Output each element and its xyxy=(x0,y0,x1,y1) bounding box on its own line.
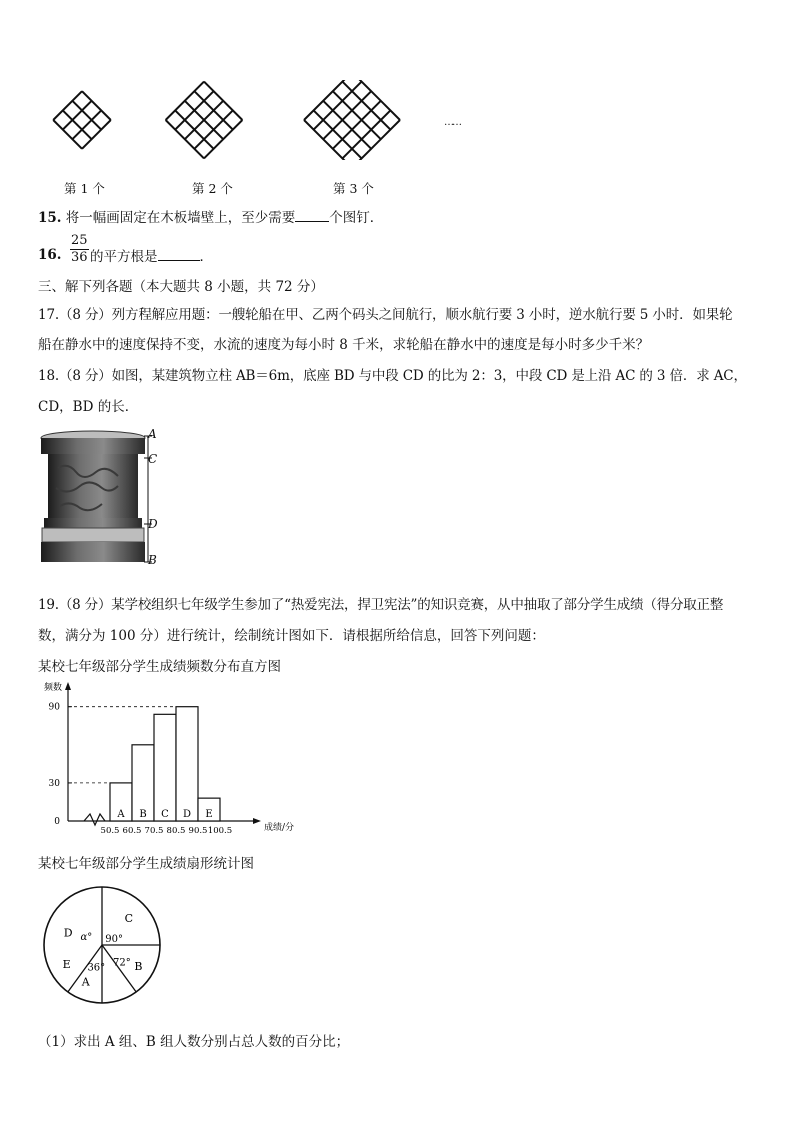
question-18-line-1: 18.（8 分）如图，某建筑物立柱 AB＝6m，底座 BD 与中段 CD 的比为 2：3，中段 CD 是上沿 AC 的 3 倍．求 AC， xyxy=(38,368,747,384)
fraction-numerator: 25 xyxy=(71,233,88,248)
point-label-d: D xyxy=(148,517,158,531)
pie-slice-label-B: B xyxy=(134,960,143,973)
pattern-label-2: 第 2 个 xyxy=(192,181,233,196)
pattern-ellipsis: …… xyxy=(444,117,460,128)
y-tick-label-0: 0 xyxy=(54,817,60,827)
question-15-number: 15. xyxy=(38,210,62,226)
x-tick-label: 70.5 xyxy=(144,826,164,836)
bar-label-A: A xyxy=(117,809,125,820)
bar-label-D: D xyxy=(182,809,192,820)
bar-C xyxy=(154,714,176,821)
pattern-label-3: 第 3 个 xyxy=(333,181,374,196)
question-15-text: 将一幅画固定在木板墙壁上，至少需要 xyxy=(65,210,296,226)
point-label-c: C xyxy=(148,452,158,466)
pillar-body xyxy=(41,431,145,562)
pie-angle-label-D: α° xyxy=(80,932,93,943)
bar-label-B: B xyxy=(139,809,147,820)
question-16-text xyxy=(90,245,213,265)
y-tick-label-30: 30 xyxy=(48,778,60,789)
x-axis-label: 成绩/分 xyxy=(264,823,295,833)
x-tick-label: 90.5 xyxy=(188,826,208,836)
lattice-patterns-figure xyxy=(40,80,480,160)
point-label-a: A xyxy=(148,427,157,441)
point-label-b: B xyxy=(148,553,157,567)
question-19-line-1: 19.（8 分）某学校组织七年级学生参加了“热爱宪法，捍卫宪法”的知识竞赛，从中抽取了部分学生成绩（得分取正整 xyxy=(38,597,724,613)
rhombus-lattice-3 xyxy=(304,80,400,160)
y-tick-label-90: 90 xyxy=(48,702,60,713)
bar-label-C: C xyxy=(161,809,169,820)
bar-label-E: E xyxy=(205,809,213,820)
x-tick-label: 80.5 xyxy=(166,826,186,836)
histogram-title: 某校七年级部分学生成绩频数分布直方图 xyxy=(38,659,281,675)
pattern-label-1: 第 1 个 xyxy=(64,181,105,196)
bar-D xyxy=(176,707,198,821)
rhombus-lattice-1 xyxy=(53,91,111,149)
fraction-denominator: 36 xyxy=(71,250,88,265)
histogram-chart xyxy=(38,680,308,840)
axis-break xyxy=(84,814,105,825)
pie-slice-label-A: A xyxy=(81,975,90,989)
answer-blank-15[interactable] xyxy=(295,221,329,222)
x-tick-label: 50.5 xyxy=(100,826,120,836)
question-17-line-1: 17.（8 分）列方程解应用题：一艘轮船在甲、乙两个码头之间航行，顺水航行要 3 小时，逆水航行要 5 小时．如果轮 xyxy=(38,307,733,323)
pie-slice-label-D: D xyxy=(63,926,73,940)
question-16-end: ． xyxy=(199,249,213,265)
question-19-line-2: 数，满分为 100 分）进行统计，绘制统计图如下．请根据所给信息，回答下列问题： xyxy=(38,628,545,644)
question-15 xyxy=(38,206,383,226)
pie-chart-title: 某校七年级部分学生成绩扇形统计图 xyxy=(38,856,254,872)
answer-blank-16[interactable] xyxy=(158,260,200,261)
pie-slice-label-C: C xyxy=(124,912,134,926)
x-tick-label: 100.5 xyxy=(207,826,233,836)
question-16-prompt: 的平方根是 xyxy=(90,249,158,265)
pie-chart xyxy=(40,880,170,1010)
pie-slice-label-E: E xyxy=(62,957,71,971)
y-axis-label: 频数 xyxy=(44,683,63,693)
question-18-line-2: CD，BD 的长． xyxy=(38,399,139,415)
pillar-figure xyxy=(38,428,168,570)
pie-angle-label-C: 90° xyxy=(105,934,123,945)
question-16-number: 16. xyxy=(38,247,62,263)
x-tick-label: 60.5 xyxy=(122,826,142,836)
section-3-heading: 三、解下列各题（本大题共 8 小题，共 72 分） xyxy=(38,279,324,295)
question-15-text-end: 个图钉． xyxy=(329,210,384,226)
rhombus-lattice-2 xyxy=(166,82,243,159)
question-19-sub-1: （1）求出 A 组、B 组人数分别占总人数的百分比； xyxy=(38,1034,350,1050)
fraction-25-36 xyxy=(70,233,89,266)
pie-angle-label-A: 36° xyxy=(87,962,106,974)
question-17-line-2: 船在静水中的速度保持不变，水流的速度为每小时 8 千米，求轮船在静水中的速度是每小时多少千米？ xyxy=(38,337,650,353)
pie-angle-label-B: 72° xyxy=(113,957,131,969)
